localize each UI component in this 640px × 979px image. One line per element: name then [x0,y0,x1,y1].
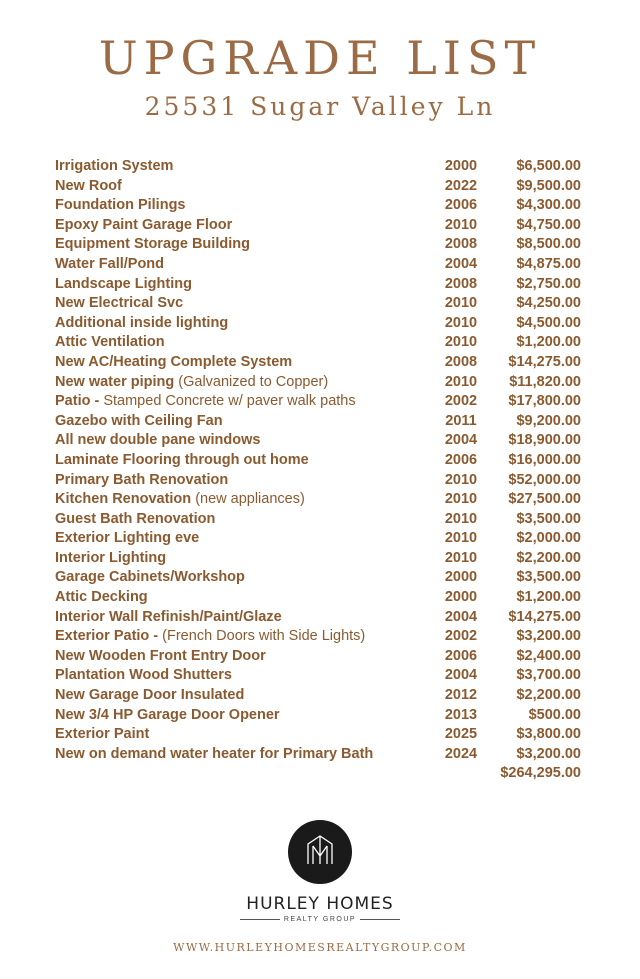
upgrade-cost: $4,300.00 [516,197,581,214]
upgrade-cost: $4,875.00 [516,255,581,272]
upgrade-item [55,608,282,628]
upgrade-cost: $14,275.00 [508,608,581,625]
upgrade-cost: $2,200.00 [516,549,581,566]
page-title: UPGRADE LIST [98,31,542,85]
upgrade-item [55,314,228,334]
upgrade-cost: $1,200.00 [516,589,581,606]
upgrade-row [0,333,640,353]
upgrade-year: 2010 [444,314,478,331]
upgrade-row [0,314,640,334]
upgrade-year: 2008 [444,236,478,253]
upgrade-row [0,412,640,432]
upgrade-item-label: New Wooden Front Entry Door [55,647,266,664]
upgrade-year: 2000 [444,589,478,606]
upgrade-item-label: Guest Bath Renovation [55,510,216,527]
upgrade-year: 2010 [444,491,478,508]
upgrade-row [0,216,640,236]
upgrade-item-label: New Roof [55,177,122,194]
upgrade-item-label: Exterior Lighting eve [55,530,200,547]
brand-name: HURLEY HOMES [246,894,394,914]
upgrade-year: 2000 [444,158,478,174]
upgrade-year: 2002 [444,628,478,645]
upgrade-item-label: New 3/4 HP Garage Door Opener [55,706,280,723]
upgrade-cost: $3,200.00 [516,628,581,645]
upgrade-item-label: New AC/Heating Complete System [55,353,293,370]
upgrade-item-note: (Galvanized to Copper) [178,373,329,390]
brand-subtitle [0,916,640,923]
upgrade-row [0,294,640,314]
upgrade-item-note: Stamped Concrete w/ paver walk paths [103,393,356,410]
upgrade-item-label: New on demand water heater for Primary Bath [55,745,374,762]
upgrade-row [0,353,640,373]
upgrade-item-label: Interior Lighting [55,549,167,566]
upgrade-row [0,510,640,530]
upgrade-year: 2010 [444,510,478,527]
upgrade-year: 2008 [444,353,478,370]
upgrade-cost: $16,000.00 [508,451,581,468]
upgrade-item-label: New Garage Door Insulated [55,687,245,704]
upgrade-item [55,666,232,686]
brand-sub-text: REALTY GROUP [283,916,357,923]
upgrade-cost: $27,500.00 [508,491,581,508]
upgrade-item-label: Landscape Lighting [55,275,192,292]
upgrade-year: 2004 [444,667,478,684]
upgrade-cost: $9,200.00 [516,412,581,429]
upgrade-item [55,471,228,491]
upgrade-item [55,196,186,216]
upgrade-year: 2004 [444,608,478,625]
upgrade-item [55,745,373,765]
upgrade-cost: $3,700.00 [516,667,581,684]
upgrade-row [0,725,640,745]
upgrade-list [0,157,640,784]
website-link[interactable]: WWW.HURLEYHOMESREALTYGROUP.COM [173,941,467,954]
upgrade-item-label: Laminate Flooring through out home [55,451,309,468]
upgrade-item [55,706,280,726]
upgrade-item [55,294,183,314]
upgrade-item-note: (French Doors with Side Lights) [162,628,366,645]
upgrade-row [0,745,640,765]
upgrade-cost: $17,800.00 [508,393,581,410]
upgrade-item [55,568,245,588]
upgrade-item [55,157,173,177]
upgrade-item [55,177,122,197]
upgrade-item [55,529,199,549]
upgrade-year: 2000 [444,569,478,586]
upgrade-cost: $8,500.00 [516,236,581,253]
upgrade-cost: $14,275.00 [508,353,581,370]
upgrade-item [55,627,365,647]
upgrade-item-label: Garage Cabinets/Workshop [55,569,245,586]
upgrade-item [55,353,292,373]
upgrade-year: 2004 [444,432,478,449]
upgrade-item-label: Plantation Wood Shutters [55,667,232,684]
upgrade-item [55,686,244,706]
company-logo [0,820,640,923]
upgrade-year: 2006 [444,451,478,468]
upgrade-year: 2022 [444,177,478,194]
upgrade-cost: $2,750.00 [516,275,581,292]
upgrade-year: 2002 [444,393,478,410]
upgrade-year: 2010 [444,471,478,488]
upgrade-year: 2013 [444,706,478,723]
upgrade-cost: $3,800.00 [516,726,581,743]
upgrade-row [0,196,640,216]
total-row [0,764,640,784]
upgrade-row [0,706,640,726]
upgrade-cost: $52,000.00 [508,471,581,488]
upgrade-row [0,471,640,491]
upgrade-item [55,431,260,451]
upgrade-year: 2004 [444,255,478,272]
upgrade-item-label: Interior Wall Refinish/Paint/Glaze [55,608,282,625]
upgrade-year: 2006 [444,647,478,664]
upgrade-year: 2010 [444,373,478,390]
upgrade-item [55,255,164,275]
upgrade-item-label: Exterior Paint [55,726,150,743]
upgrade-year: 2025 [444,726,478,743]
upgrade-cost: $4,500.00 [516,314,581,331]
upgrade-item-label: Irrigation System [55,158,174,174]
upgrade-year: 2012 [444,687,478,704]
upgrade-year: 2010 [444,295,478,312]
upgrade-cost: $1,200.00 [516,334,581,351]
upgrade-item-label: Epoxy Paint Garage Floor [55,216,233,233]
upgrade-row [0,588,640,608]
upgrade-row [0,177,640,197]
upgrade-item [55,373,328,393]
upgrade-cost: $2,400.00 [516,647,581,664]
upgrade-item-label: Primary Bath Renovation [55,471,229,488]
upgrade-row [0,549,640,569]
upgrade-item [55,216,232,236]
upgrade-item-label: Patio - [55,393,100,410]
upgrade-cost: $3,500.00 [516,569,581,586]
upgrade-year: 2010 [444,334,478,351]
upgrade-item [55,333,165,353]
upgrade-item [55,549,166,569]
upgrade-row [0,686,640,706]
upgrade-row [0,235,640,255]
upgrade-item [55,647,266,667]
upgrade-cost: $18,900.00 [508,432,581,449]
upgrade-year: 2011 [445,412,477,429]
upgrade-item-label: Attic Ventilation [55,334,165,351]
property-address: 25531 Sugar Valley Ln [144,92,496,121]
upgrade-row [0,255,640,275]
upgrade-item-label: Gazebo with Ceiling Fan [55,412,223,429]
total-cost: $264,295.00 [500,765,581,782]
upgrade-row [0,529,640,549]
upgrade-item-label: Water Fall/Pond [55,255,165,272]
upgrade-row [0,647,640,667]
upgrade-row [0,666,640,686]
upgrade-row [0,627,640,647]
upgrade-cost: $4,250.00 [516,295,581,312]
upgrade-cost: $500.00 [528,706,581,723]
divider [240,919,280,920]
upgrade-cost: $3,200.00 [516,745,581,762]
upgrade-item-label: Equipment Storage Building [55,236,250,253]
upgrade-item-label: Additional inside lighting [55,314,229,331]
upgrade-row [0,392,640,412]
upgrade-row [0,373,640,393]
upgrade-row [0,157,640,177]
upgrade-item [55,412,223,432]
upgrade-item [55,510,215,530]
upgrade-row [0,451,640,471]
upgrade-year: 2006 [444,197,478,214]
upgrade-year: 2010 [444,530,478,547]
upgrade-item [55,588,148,608]
upgrade-item [55,392,356,412]
upgrade-item-label: Kitchen Renovation [55,491,192,508]
upgrade-year: 2008 [444,275,478,292]
upgrade-cost: $6,500.00 [516,158,581,174]
upgrade-item-label: Exterior Patio - [55,628,159,645]
upgrade-row [0,431,640,451]
divider [360,919,400,920]
upgrade-cost: $4,750.00 [516,216,581,233]
upgrade-item [55,451,309,471]
upgrade-item [55,235,250,255]
house-monogram-icon [288,820,352,884]
upgrade-row [0,490,640,510]
upgrade-row [0,275,640,295]
upgrade-cost: $9,500.00 [516,177,581,194]
upgrade-row [0,568,640,588]
upgrade-item-label: Foundation Pilings [55,197,186,214]
upgrade-cost: $2,200.00 [516,687,581,704]
upgrade-item-label: All new double pane windows [55,432,261,449]
upgrade-cost: $2,000.00 [516,530,581,547]
upgrade-year: 2024 [444,745,478,762]
upgrade-item-label: New water piping [55,373,175,390]
upgrade-item [55,725,149,745]
upgrade-item-note: (new appliances) [195,491,305,508]
upgrade-row [0,608,640,628]
upgrade-item-label: New Electrical Svc [55,295,184,312]
upgrade-item [55,275,192,295]
upgrade-item [55,490,305,510]
upgrade-cost: $11,820.00 [509,373,581,390]
upgrade-item-label: Attic Decking [55,589,148,606]
upgrade-year: 2010 [444,549,478,566]
upgrade-year: 2010 [444,216,478,233]
upgrade-cost: $3,500.00 [516,510,581,527]
